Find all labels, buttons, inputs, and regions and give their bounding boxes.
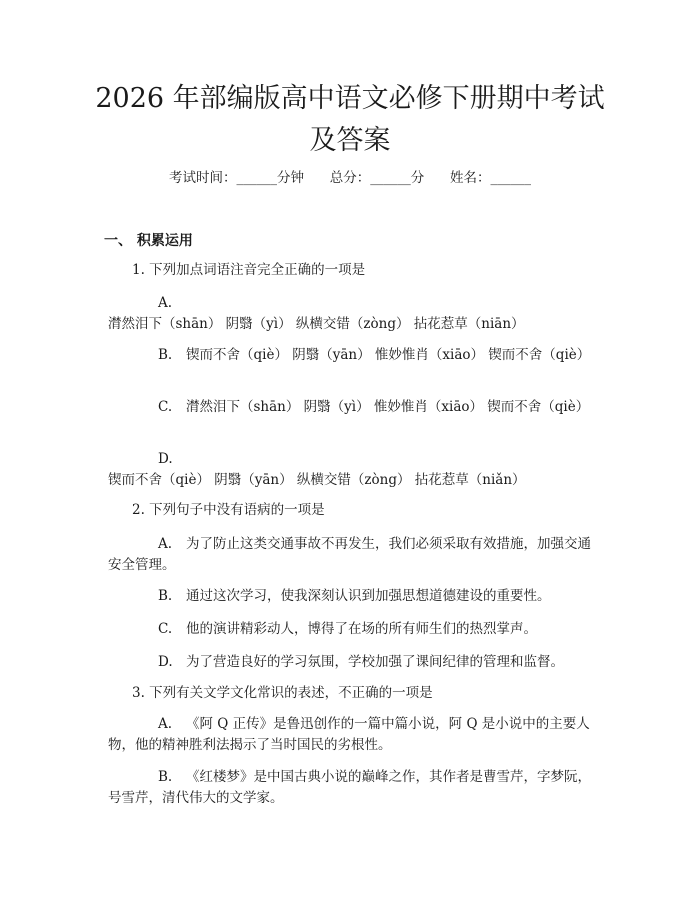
exam-title: 2026 年部编版高中语文必修下册期中考试及答案 bbox=[95, 83, 605, 156]
question-2-option-b bbox=[108, 586, 598, 607]
question-3-stem: 3. 下列有关文学文化常识的表述，不正确的一项是 bbox=[132, 685, 433, 701]
option-label: A. bbox=[158, 716, 173, 732]
option-text: 《阿 Q 正传》是鲁迅创作的一篇中篇小说，阿 Q 是小说中的主要人物，他的精神胜利法揭示了当时国民的劣根性。 bbox=[108, 716, 590, 753]
question-1-option-d bbox=[108, 449, 598, 491]
question-2-option-c bbox=[108, 619, 598, 640]
option-label: B. bbox=[158, 588, 173, 604]
option-text: 通过这次学习，使我深刻认识到加强思想道德建设的重要性。 bbox=[186, 588, 551, 604]
question-1-option-a bbox=[108, 293, 598, 335]
option-label: A. bbox=[158, 295, 173, 311]
option-text: 《红楼梦》是中国古典小说的巅峰之作，其作者是曹雪芹，字梦阮，号雪芹，清代伟大的文学家。 bbox=[108, 769, 591, 806]
question-3-option-b bbox=[108, 767, 598, 809]
question-2-stem: 2. 下列句子中没有语病的一项是 bbox=[132, 502, 325, 518]
option-label: C. bbox=[158, 399, 173, 415]
question-3-option-a bbox=[108, 714, 598, 756]
exam-meta-line: 考试时间：______分钟 总分：______分 姓名：______ bbox=[169, 170, 531, 186]
option-label: D. bbox=[158, 654, 173, 670]
option-label: C. bbox=[158, 621, 173, 637]
question-2-option-a bbox=[108, 534, 598, 576]
question-1-option-b bbox=[108, 345, 598, 366]
option-text: 锲而不舍（qiè） 阴翳（yān） 纵横交错（zòng） 拈花惹草（niǎn） bbox=[108, 472, 526, 488]
question-1-option-c bbox=[108, 397, 598, 418]
option-label: B. bbox=[158, 769, 173, 785]
option-text: 为了防止这类交通事故不再发生，我们必须采取有效措施，加强交通安全管理。 bbox=[108, 536, 591, 573]
option-label: D. bbox=[158, 451, 173, 467]
option-text: 潸然泪下（shān） 阴翳（yì） 纵横交错（zòng） 拈花惹草（niān） bbox=[108, 316, 525, 332]
option-text: 为了营造良好的学习氛围，学校加强了课间纪律的管理和监督。 bbox=[186, 654, 564, 670]
option-label: A. bbox=[158, 536, 173, 552]
option-label: B. bbox=[158, 347, 173, 363]
option-text: 他的演讲精彩动人，博得了在场的所有师生们的热烈掌声。 bbox=[186, 621, 537, 637]
section-heading: 一、 积累运用 bbox=[104, 233, 193, 249]
question-2-option-d bbox=[108, 652, 598, 673]
option-text: 潸然泪下（shān） 阴翳（yì） 惟妙惟肖（xiāo） 锲而不舍（qiè） bbox=[186, 399, 590, 415]
question-1-stem: 1. 下列加点词语注音完全正确的一项是 bbox=[132, 262, 366, 278]
option-text: 锲而不舍（qiè） 阴翳（yān） 惟妙惟肖（xiāo） 锲而不舍（qiè） bbox=[186, 347, 591, 363]
